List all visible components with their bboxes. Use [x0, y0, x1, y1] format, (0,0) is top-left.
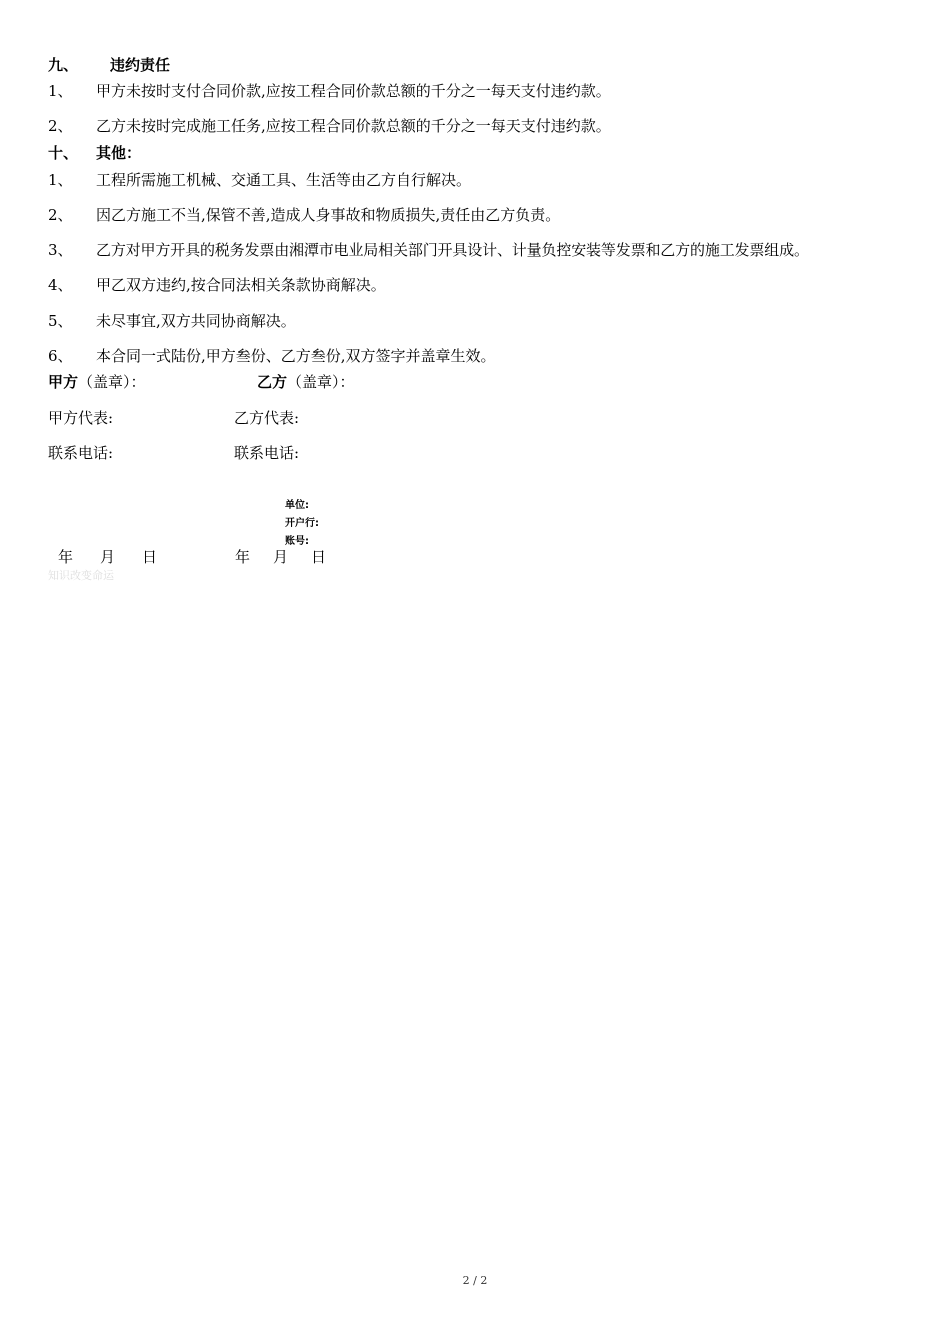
party-a-phone: 联系电话:: [48, 444, 114, 462]
party-b-date-day: 日: [311, 548, 327, 566]
section-number: 十、: [48, 144, 79, 162]
item-number: 4、: [48, 276, 73, 294]
party-b-label: 乙方: [257, 373, 288, 391]
item-number: 3、: [48, 241, 73, 259]
party-b-representative: 乙方代表:: [234, 409, 300, 427]
section-9-heading: [48, 54, 171, 75]
item-number: 5、: [48, 312, 73, 330]
list-item: [48, 274, 928, 294]
bank-account: 账号:: [285, 536, 309, 547]
item-text: 未尽事宜,双方共同协商解决。: [96, 312, 296, 330]
party-a-date-month: 月: [100, 548, 116, 566]
item-text: 乙方未按时完成施工任务,应按工程合同价款总额的千分之一每天支付违约款。: [96, 117, 611, 135]
item-text: 本合同一式陆份,甲方叁份、乙方叁份,双方签字并盖章生效。: [96, 347, 496, 365]
party-a-seal-line: [48, 371, 146, 392]
watermark: 知识改变命运: [48, 569, 114, 582]
party-b-phone: 联系电话:: [234, 444, 300, 462]
item-text: 甲方未按时支付合同价款,应按工程合同价款总额的千分之一每天支付违约款。: [96, 82, 611, 100]
party-a-seal: （盖章）：: [78, 373, 146, 391]
bank-name: 开户行:: [285, 518, 319, 529]
item-text: 乙方对甲方开具的税务发票由湘潭市电业局相关部门开具设计、计量负控安装等发票和乙方的施工发票组成。: [96, 241, 809, 259]
item-number: 1、: [48, 82, 73, 100]
party-b-date-year: 年: [235, 548, 251, 566]
list-item: [48, 80, 928, 100]
item-number: 6、: [48, 347, 73, 365]
party-a-date-year: 年: [58, 548, 74, 566]
section-title: 其他：: [96, 144, 142, 162]
list-item: [48, 239, 928, 259]
list-item: [48, 204, 928, 224]
bank-unit: 单位:: [285, 500, 309, 511]
page-number: 2 / 2: [462, 1274, 488, 1287]
item-number: 2、: [48, 206, 73, 224]
party-a-representative: 甲方代表:: [48, 409, 114, 427]
list-item: [48, 169, 928, 189]
item-number: 1、: [48, 171, 73, 189]
section-number: 九、: [48, 56, 79, 74]
item-text: 甲乙双方违约,按合同法相关条款协商解决。: [96, 276, 386, 294]
item-text: 工程所需施工机械、交通工具、生活等由乙方自行解决。: [96, 171, 472, 189]
list-item: [48, 345, 928, 365]
party-a-label: 甲方: [48, 373, 79, 391]
party-b-date-month: 月: [273, 548, 289, 566]
section-10-heading: [48, 142, 142, 163]
list-item: [48, 115, 928, 135]
item-text: 因乙方施工不当,保管不善,造成人身事故和物质损失,责任由乙方负责。: [96, 206, 561, 224]
party-a-date-day: 日: [142, 548, 158, 566]
party-b-seal-line: [257, 371, 355, 392]
party-b-seal: （盖章）：: [287, 373, 355, 391]
item-number: 2、: [48, 117, 73, 135]
list-item: [48, 310, 928, 330]
section-title: 违约责任: [110, 56, 171, 74]
